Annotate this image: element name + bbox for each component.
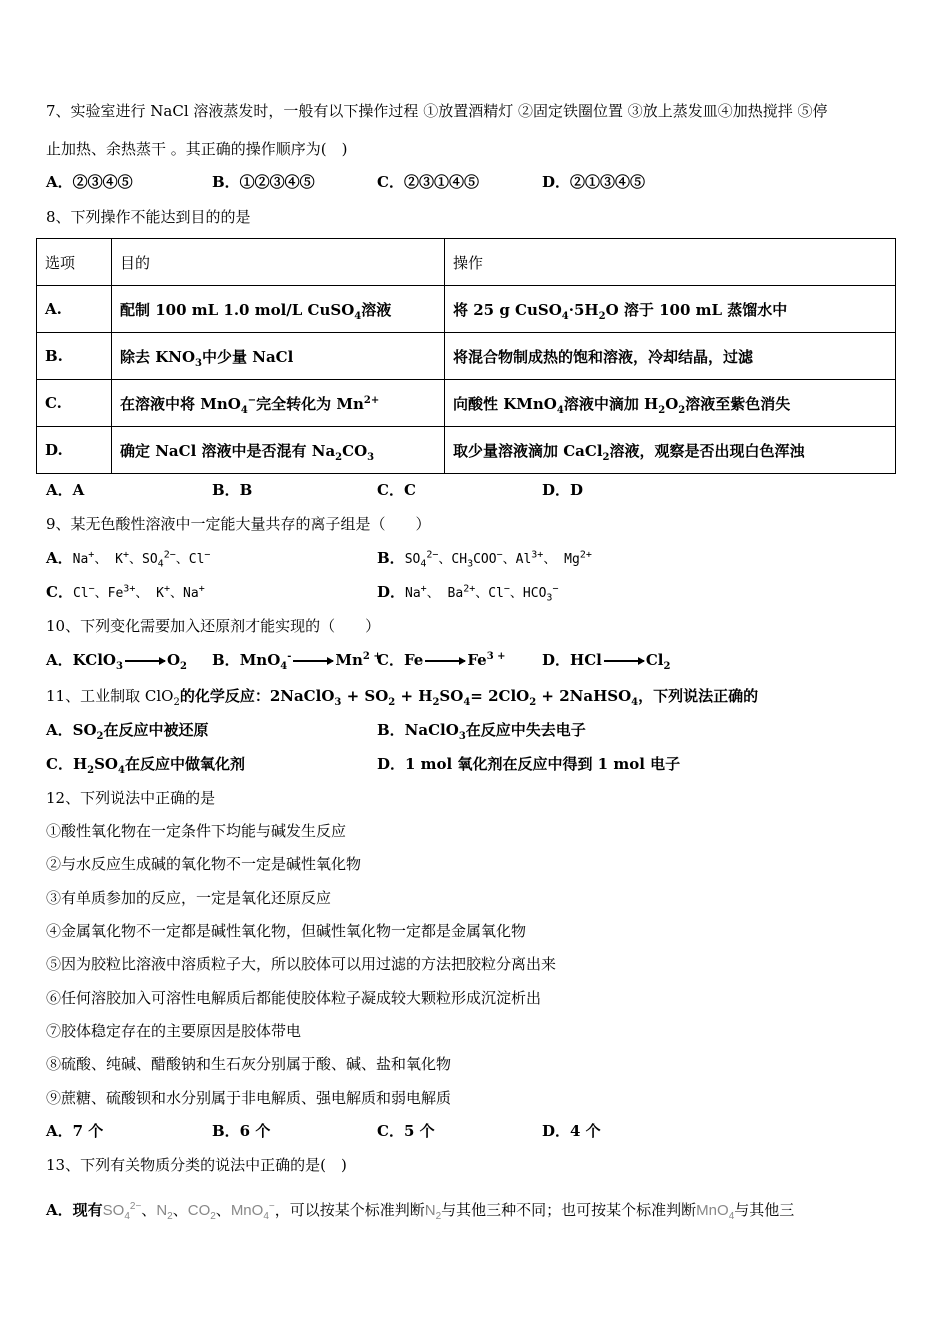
q8-option-b: B．B	[212, 481, 253, 499]
q12-option-c: C．5 个	[377, 1122, 435, 1140]
list-item: ⑨蔗糖、硫酸钡和水分别属于非电解质、强电解质和弱电解质	[46, 1089, 452, 1107]
table-header-cell: 目的	[112, 239, 445, 286]
q11-option-a: A．$SO_2$在反应中被还原	[46, 721, 209, 742]
table-row	[37, 333, 896, 380]
table-header-row	[37, 239, 896, 286]
q10-stem: 10、下列变化需要加入还原剂才能实现的（ ）	[46, 617, 381, 635]
reaction-arrow-icon	[425, 660, 465, 662]
q8-option-a: A．A	[46, 481, 85, 499]
table-cell: B.	[37, 333, 112, 380]
table-cell: 取少量溶液滴加 CaCl$_2$溶液，观察是否出现白色浑浊	[445, 427, 896, 474]
table-cell: 除去 $KNO_3$中少量 NaCl	[112, 333, 445, 380]
q8-option-d: D．D	[542, 481, 584, 499]
list-item: ③有单质参加的反应，一定是氧化还原反应	[46, 889, 332, 907]
table-row	[37, 380, 896, 427]
table-cell: 向酸性 KMnO$_4$溶液中滴加 $H_2O_2$溶液至紫色消失	[445, 380, 896, 427]
q9-option-c: C．Cl−、$Fe^{3+}$、 K+、Na+	[46, 583, 205, 601]
q7-option-d: D．②①③④⑤	[542, 173, 646, 191]
q7-option-b: B．①②③④⑤	[212, 173, 315, 191]
table-cell: C.	[37, 380, 112, 427]
table-header-cell: 选项	[37, 239, 112, 286]
table-cell: 在溶液中将 MnO$_4$−完全转化为 $Mn^{2+}$	[112, 380, 445, 427]
table-cell: A.	[37, 286, 112, 333]
formula-sulfate: $SO_4^{2-}$	[102, 1201, 142, 1222]
list-item: ⑧硫酸、纯碱、醋酸钠和生石灰分别属于酸、碱、盐和氧化物	[46, 1055, 452, 1073]
formula-nitrogen: $N_2$	[156, 1202, 173, 1222]
q7-option-a: A．②③④⑤	[46, 173, 133, 191]
q10-option-d: D．HCl $Cl_2$	[542, 651, 671, 672]
table-row	[37, 286, 896, 333]
table-header-cell: 操作	[445, 239, 896, 286]
q7-option-c: C．②③①④⑤	[377, 173, 479, 191]
q10-option-b: B．MnO$_4$- $Mn^{2 +}$	[212, 651, 382, 672]
table-cell: 将 25 g $CuSO_4\cdot 5H_2O$ 溶于 100 mL 蒸馏水中	[445, 286, 896, 333]
q12-stem: 12、下列说法中正确的是	[46, 789, 216, 807]
q9-option-a: A．Na+、 K+、$SO_4^{2-}$、Cl−	[46, 549, 211, 570]
q11-option-b: B．NaClO$_3$在反应中失去电子	[377, 721, 586, 742]
q8-stem: 8、下列操作不能达到目的的是	[46, 208, 251, 226]
list-item: ②与水反应生成碱的氧化物不一定是碱性氧化物	[46, 855, 362, 873]
q12-option-a: A．7 个	[46, 1122, 104, 1140]
q8-option-c: C．C	[377, 481, 416, 499]
table-row	[37, 427, 896, 474]
q9-option-b: B．$SO_4^{2-}$、$CH_3COO^-$、$Al^{3+}$、 $Mg^{2+}$	[377, 549, 592, 570]
q8-table	[36, 238, 896, 474]
table-cell: 配制 100 mL 1.0 mol/L CuSO$_4$溶液	[112, 286, 445, 333]
formula-permanganate: MnO$_4$	[696, 1202, 735, 1222]
q10-option-a: A．KClO$_3$ $O_2$	[46, 651, 187, 672]
formula-permanganate: MnO$_4$−	[230, 1201, 275, 1222]
list-item: ⑥任何溶胶加入可溶性电解质后都能使胶体粒子凝成较大颗粒形成沉淀析出	[46, 989, 542, 1007]
reaction-arrow-icon	[604, 660, 644, 662]
q11-option-d: D．1 mol 氧化剂在反应中得到 1 mol 电子	[377, 755, 681, 773]
table-cell: 将混合物制成热的饱和溶液，冷却结晶，过滤	[445, 333, 896, 380]
list-item: ⑤因为胶粒比溶液中溶质粒子大，所以胶体可以用过滤的方法把胶粒分离出来	[46, 955, 557, 973]
q12-option-d: D．4 个	[542, 1122, 601, 1140]
table-cell: D.	[37, 427, 112, 474]
reaction-arrow-icon	[293, 660, 333, 662]
q11-stem: 11、工业制取 ClO$_2$的化学反应：2NaClO$_3$ + $SO_2 + H_2SO_4= 2ClO_2$ + 2NaHSO$_4$，下列说法正确的	[46, 687, 759, 708]
q9-option-d: D．Na+、 $Ba^{2+}$、Cl−、$HCO_3^-$	[377, 583, 559, 604]
formula-nitrogen: $N_2$	[424, 1202, 442, 1222]
list-item: ④金属氧化物不一定都是碱性氧化物，但碱性氧化物一定都是金属氧化物	[46, 922, 527, 940]
formula-carbon-dioxide: $CO_2$	[187, 1202, 216, 1222]
q13-stem: 13、下列有关物质分类的说法中正确的是( )	[46, 1156, 347, 1174]
list-item: ⑦胶体稳定存在的主要原因是胶体带电	[46, 1022, 302, 1040]
q7-line2: 止加热、余热蒸干 。其正确的操作顺序为( )	[46, 140, 348, 158]
q11-option-c: C．$H_2SO_4$在反应中做氧化剂	[46, 755, 245, 776]
reaction-arrow-icon	[125, 660, 165, 662]
q13-option-a: A．现有$SO_4^{2-}$、$N_2$、$CO_2$、MnO$_4$−，可以按某个标准判断$N_2$与其他三种不同；也可按某个标准判断MnO$_4$与其他三	[46, 1201, 795, 1222]
q12-option-b: B．6 个	[212, 1122, 271, 1140]
list-item: ①酸性氧化物在一定条件下均能与碱发生反应	[46, 822, 347, 840]
q7-line1: 7、实验室进行 NaCl 溶液蒸发时，一般有以下操作过程 ①放置酒精灯 ②固定铁圈位置 ③放上蒸发皿④加热搅拌 ⑤停	[46, 102, 828, 120]
q10-option-c: C．Fe $Fe^{3 +}$	[377, 651, 506, 669]
table-cell: 确定 NaCl 溶液中是否混有 $Na_2CO_3$	[112, 427, 445, 474]
q9-stem: 9、某无色酸性溶液中一定能大量共存的离子组是（ ）	[46, 515, 431, 533]
